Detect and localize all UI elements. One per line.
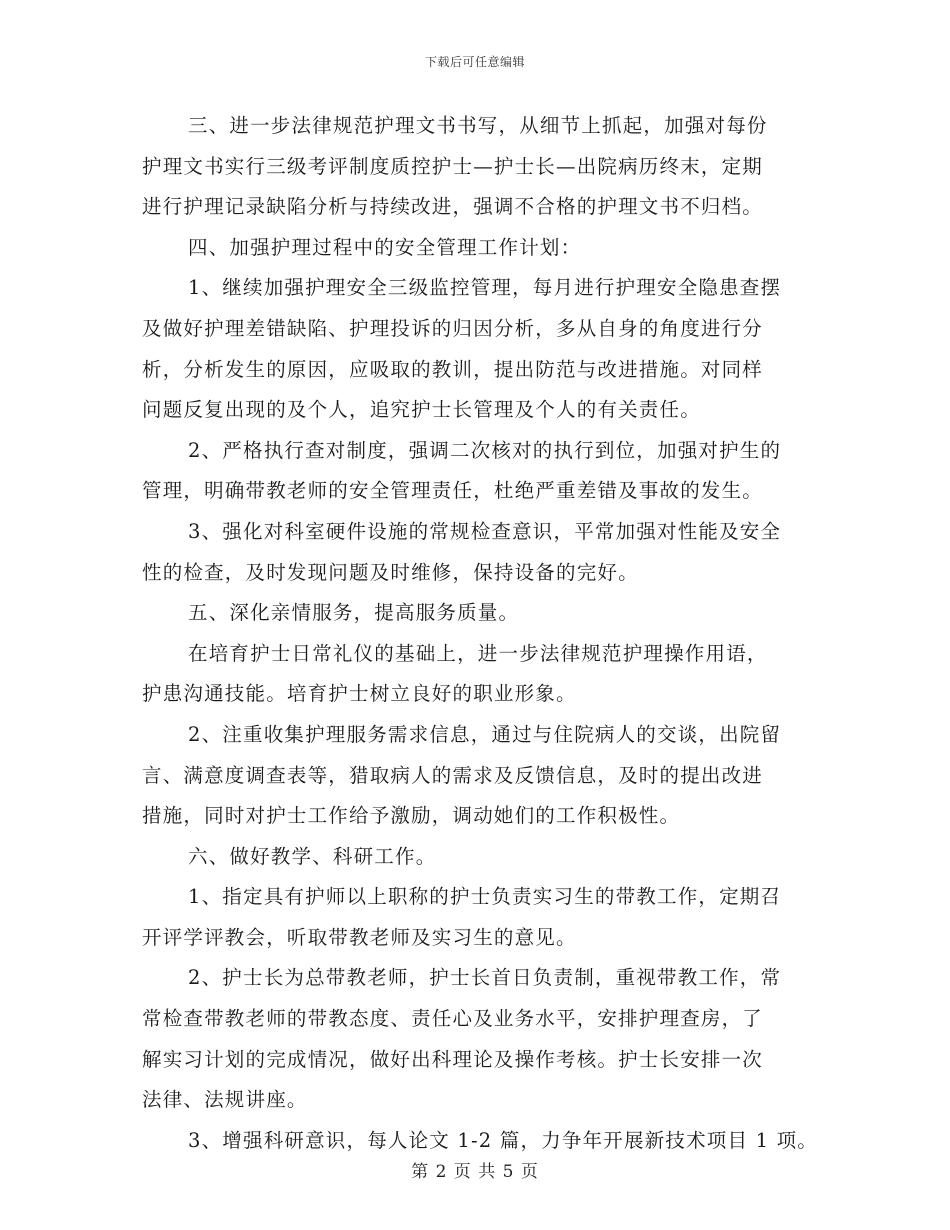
text-line: 言、满意度调查表等，猎取病人的需求及反馈信息，及时的提出改进 [142,763,764,787]
text-line: 管理，明确带教老师的安全管理责任，杜绝严重差错及事故的发生。 [142,479,764,503]
text-line: 在培育护士日常礼仪的基础上，进一步法律规范护理操作用语， [188,641,768,665]
text-line: 解实习计划的完成情况，做好出科理论及操作考核。护士长安排一次 [142,1047,764,1071]
text-line: 法律、法规讲座。 [142,1088,308,1112]
text-line: 护患沟通技能。培育护士树立良好的职业形象。 [142,682,577,706]
header-note: 下载后可任意编辑 [424,55,525,69]
text-line: 析，分析发生的原因，应吸取的教训，提出防范与改进措施。对同样 [142,357,764,381]
text-line: 1、继续加强护理安全三级监控管理，每月进行护理安全隐患查摆 [188,276,782,300]
text-line: 2、护士长为总带教老师，护士长首日负责制，重视带教工作，常 [188,966,782,990]
text-line: 及做好护理差错缺陷、护理投诉的归因分析，多从自身的角度进行分 [142,316,764,340]
text-line: 措施，同时对护士工作给予激励，调动她们的工作积极性。 [142,804,681,828]
text-line: 护理文书实行三级考评制度质控护士—护士长—出院病历终末，定期 [142,154,764,178]
text-line: 问题反复出现的及个人，追究护士长管理及个人的有关责任。 [142,398,701,422]
text-line: 3、增强科研意识，每人论文 1-2 篇，力争年开展新技术项目 1 项。 [188,1128,819,1152]
text-line: 四、加强护理过程中的安全管理工作计划： [188,235,582,259]
text-line: 3、强化对科室硬件设施的常规检查意识，平常加强对性能及安全 [188,519,782,543]
page-number: 第 2 页 共 5 页 [411,1162,539,1182]
document-body [142,106,822,1161]
text-line: 开评学评教会，听取带教老师及实习生的意见。 [142,925,577,949]
text-line: 1、指定具有护师以上职称的护士负责实习生的带教工作，定期召 [188,885,782,909]
text-line: 常检查带教老师的带教态度、责任心及业务水平，安排护理查房，了 [142,1007,764,1031]
text-line: 2、严格执行查对制度，强调二次核对的执行到位，加强对护生的 [188,438,782,462]
text-line: 性的检查，及时发现问题及时维修，保持设备的完好。 [142,560,639,584]
text-line: 2、注重收集护理服务需求信息，通过与住院病人的交谈，出院留 [188,722,782,746]
text-line: 三、进一步法律规范护理文书书写，从细节上抓起，加强对每份 [188,114,768,137]
text-line: 五、深化亲情服务，提高服务质量。 [188,601,520,625]
text-line: 六、做好教学、科研工作。 [188,844,437,868]
text-line: 进行护理记录缺陷分析与持续改进，强调不合格的护理文书不归档。 [142,195,764,219]
